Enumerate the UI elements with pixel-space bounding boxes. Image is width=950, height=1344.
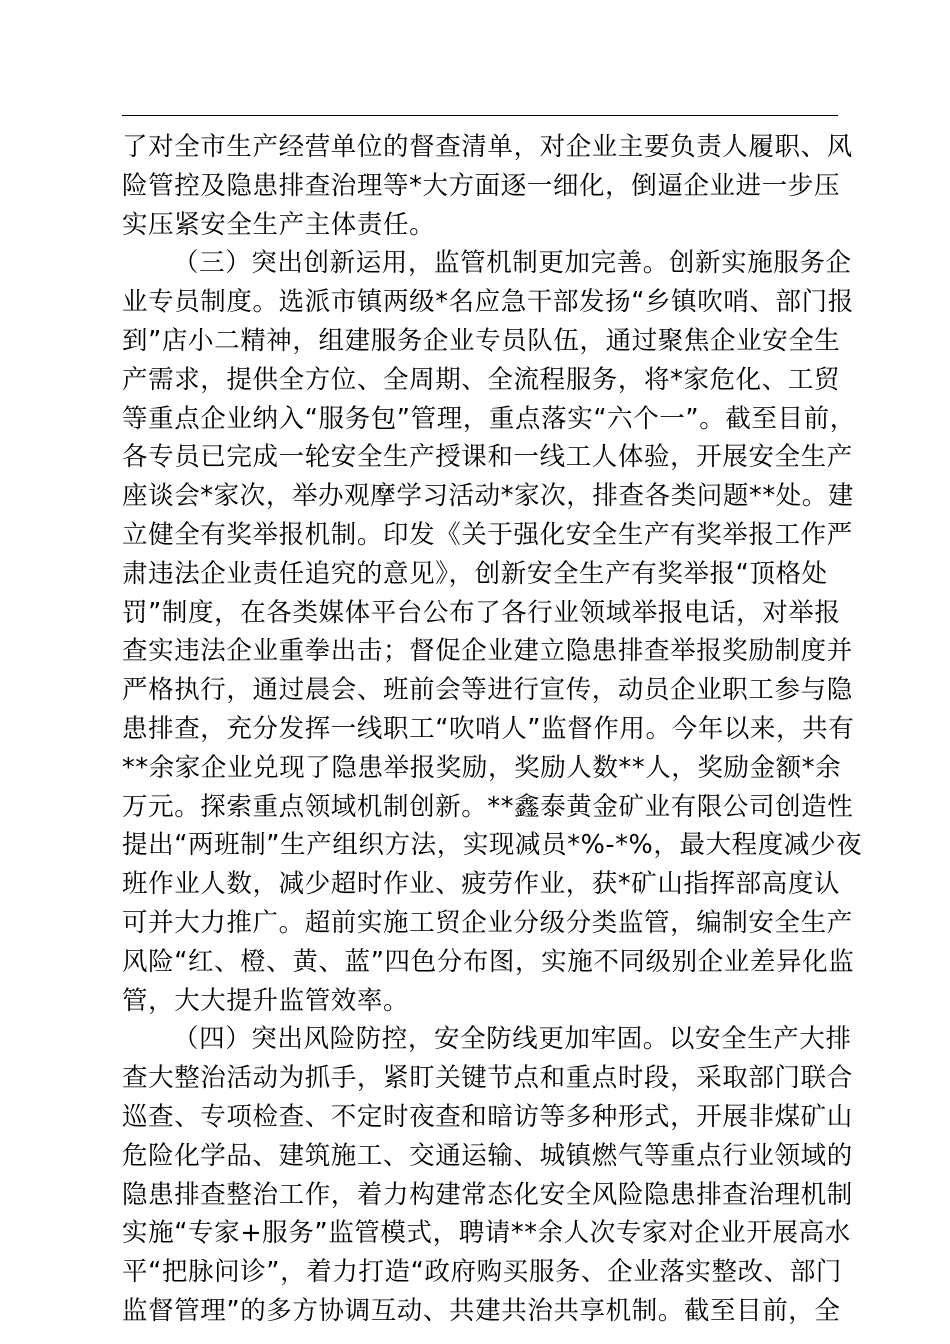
text-line: 查大整治活动为抓手，紧盯关键节点和重点时段，采取部门联合	[122, 1063, 853, 1094]
section-heading-line: （四）突出风险防控，安全防线更加牢固。以安全生产大排	[173, 1024, 852, 1055]
text-line: 隐患排查整治工作，着力构建常态化安全风险隐患排查治理机制	[122, 1179, 853, 1210]
body-text	[122, 128, 862, 1331]
text-line: 罚”制度，在各类媒体平台公布了各行业领域举报电话，对举报	[122, 597, 841, 628]
text-line: 风险“红、橙、黄、蓝”四色分布图，实施不同级别企业差异化监	[122, 946, 855, 977]
section-heading-line: （三）突出创新运用，监管机制更加完善。创新实施服务企	[173, 248, 852, 279]
text-line: 到”店小二精神，组建服务企业专员队伍，通过聚焦企业安全生	[122, 325, 841, 356]
text-line: 危险化学品、建筑施工、交通运输、城镇燃气等重点行业领域的	[122, 1140, 853, 1171]
text-line: 等重点企业纳入“服务包”管理，重点落实“六个一”。截至目前，	[122, 403, 856, 434]
text-line: 平“把脉问诊”，着力打造“政府购买服务、企业落实整改、部门	[122, 1257, 843, 1288]
header-rule	[122, 115, 838, 116]
text-line: 可并大力推广。超前实施工贸企业分级分类监管，编制安全生产	[122, 907, 853, 938]
text-line: **余家企业兑现了隐患举报奖励，奖励人数**人，奖励金额*余	[122, 752, 842, 783]
text-line: 实压紧安全生产主体责任。	[122, 209, 436, 240]
text-line: 产需求，提供全方位、全周期、全流程服务，将*家危化、工贸	[122, 364, 841, 395]
text-line: 立健全有奖举报机制。印发《关于强化安全生产有奖举报工作严	[122, 519, 853, 550]
text-line: 患排查，充分发挥一线职工“吹哨人”监督作用。今年以来，共有	[122, 713, 855, 744]
text-line: 万元。探索重点领域机制创新。**鑫泰黄金矿业有限公司创造性	[122, 791, 854, 822]
text-line: 险管控及隐患排查治理等*大方面逐一细化，倒逼企业进一步压	[122, 170, 841, 201]
text-line: 班作业人数，减少超时作业、疲劳作业，获*矿山指挥部高度认	[122, 869, 841, 900]
text-line: 实施“专家+服务”监管模式，聘请**余人次专家对企业开展高水	[122, 1218, 851, 1249]
text-line: 查实违法企业重拳出击；督促企业建立隐患排查举报奖励制度并	[122, 636, 853, 667]
text-line: 管，大大提升监管效率。	[122, 985, 410, 1016]
text-line: 提出“两班制”生产组织方法，实现减员*%-*%，最大程度减少夜	[122, 830, 863, 861]
text-line: 肃违法企业责任追究的意见》，创新安全生产有奖举报“顶格处	[122, 558, 828, 589]
text-line: 巡查、专项检查、不定时夜查和暗访等多种形式，开展非煤矿山	[122, 1101, 853, 1132]
text-line: 了对全市生产经营单位的督查清单，对企业主要负责人履职、风	[122, 132, 853, 162]
text-line: 座谈会*家次，举办观摩学习活动*家次，排查各类问题**处。建	[122, 481, 855, 512]
text-line: 监督管理”的多方协调互动、共建共治共享机制。截至目前，全	[122, 1295, 841, 1326]
text-line: 业专员制度。选派市镇两级*名应急干部发扬“乡镇吹哨、部门报	[122, 287, 854, 318]
text-line: 各专员已完成一轮安全生产授课和一线工人体验，开展安全生产	[122, 442, 853, 473]
text-line: 严格执行，通过晨会、班前会等进行宣传，动员企业职工参与隐	[122, 675, 853, 706]
